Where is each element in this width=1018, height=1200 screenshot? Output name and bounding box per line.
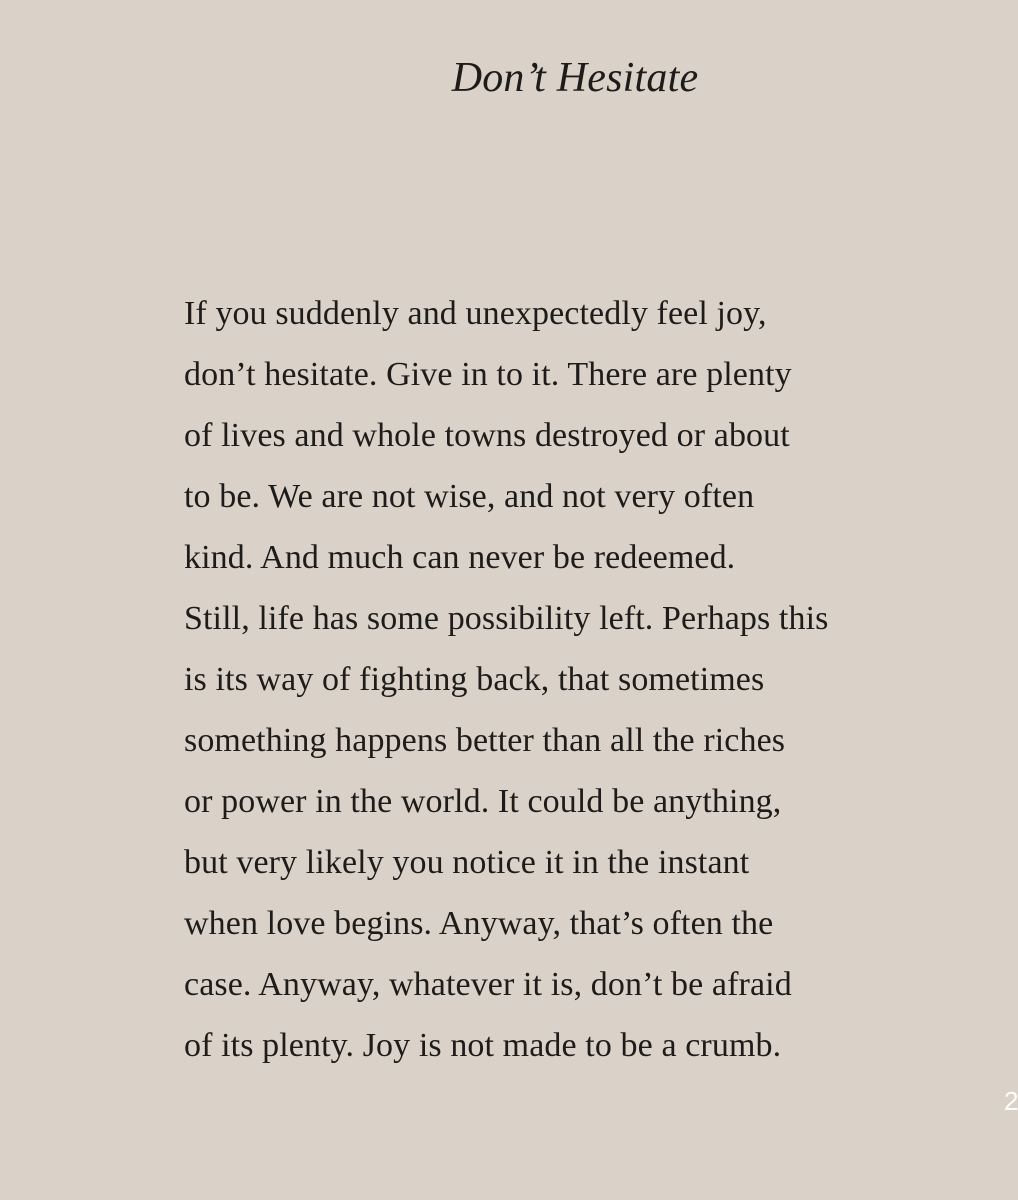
poem-line: but very likely you notice it in the instant [184,844,750,881]
page-number: 2 [1004,1086,1018,1116]
poem-line: or power in the world. It could be anything, [184,783,782,820]
poem-line: kind. And much can never be redeemed. [184,539,736,576]
poem-line: when love begins. Anyway, that’s often the [184,905,774,942]
poem-line: If you suddenly and unexpectedly feel joy, [184,295,767,332]
poem-line: of its plenty. Joy is not made to be a crumb. [184,1027,782,1064]
poem-line: of lives and whole towns destroyed or about [184,417,790,454]
poem-title: Don’t Hesitate [451,55,699,101]
poem-body [184,283,984,1076]
poem-line: case. Anyway, whatever it is, don’t be afraid [184,966,792,1003]
poem-line: is its way of fighting back, that sometimes [184,661,765,698]
poem-line: something happens better than all the riches [184,722,786,759]
poem-line: to be. We are not wise, and not very often [184,478,755,515]
poem-line: don’t hesitate. Give in to it. There are plenty [184,356,792,393]
poem-line: Still, life has some possibility left. Perhaps this [184,600,829,637]
